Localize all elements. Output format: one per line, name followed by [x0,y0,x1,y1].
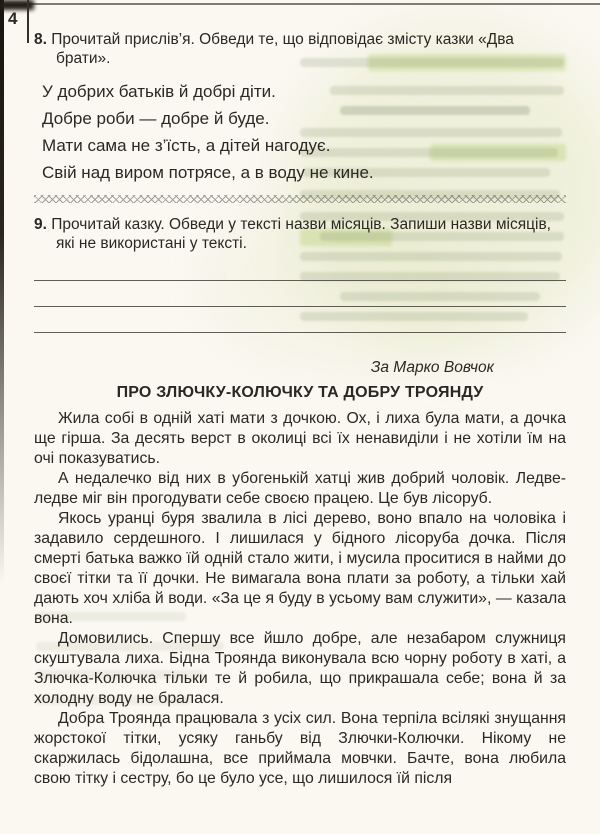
story-paragraph: Домовились. Спершу все йшло добре, але незабаром служниця скуштувала лиха. Бідна Троянда виконувала всю чорну роботу в хаті, а Злючка-Колючка тільки те й робила, що прикрашала себе; вона й за холодну воду не бралася. [34,630,566,707]
proverb-item[interactable]: Мати сама не з’їсть, а дітей нагодує. [42,136,331,155]
answer-lines [34,280,566,333]
proverb-item[interactable]: Свій над виром потрясе, а в воду не кине. [42,163,374,182]
answer-line[interactable] [34,332,566,333]
story-paragraph: А недалечко від них в убогенькій хатці жив добрий чоловік. Ледве-ледве міг він прогодувати себе своєю працею. Це був лісоруб. [34,470,566,507]
story-paragraph: Жила собі в одній хаті мати з дочкою. Ох, і лиха була мати, а дочка ще гірша. За десять верст в околиці всі їх ненавиділи і не хотіли їм на очі показуватись. [34,410,566,467]
exercise-9 [34,215,566,333]
proverb-item[interactable]: У добрих батьків й добрі діти. [42,82,276,101]
story-paragraph: Добра Троянда працювала з усіх сил. Вона терпіла всілякі знущання жорстокої тітки, усяку ганьбу від Злючки-Колючки. Нікому не скаржилась бідолашна, все приймала мовчки. Бачте, вона любила свою тітку і сестру, бо це було усе, що лишилося їй після [34,710,566,787]
story-title: ПРО ЗЛЮЧКУ-КОЛЮЧКУ ТА ДОБРУ ТРОЯНДУ [116,384,484,401]
exercise-9-instruction: 9. Прочитай казку. Обведи у тексті назви місяців. Запиши назви місяців, які не використані у тексті. [34,216,551,252]
proverb-list [34,78,566,186]
story-attribution: За Марко Вовчок [370,359,494,376]
exercise-8-instruction: 8. Прочитай прислів’я. Обведи те, що відповідає змісту казки «Два брати». [34,31,514,67]
proverb-item[interactable]: Добре роби — добре й буде. [42,109,270,128]
story-section [34,358,566,789]
story-text [34,409,566,789]
story-paragraph: Якось уранці буря звалила в лісі дерево, воно впало на чоловіка і задавило сердешного. І лишилася у бідного лісоруба дочка. Після смерті батька важко їй одній стало жити, і мусила проситися в найми до своєї тітки та її дочки. Не вимагала вона плати за роботу, а тільки хай дають хоч хліба й води. «За це я буду в усьому вам служити», — казала вона. [34,510,566,627]
exercise-8-number: 8. [34,31,47,48]
answer-line[interactable] [34,280,566,281]
answer-line[interactable] [34,306,566,307]
exercise-8 [34,30,566,186]
page-number: 4 [6,0,29,43]
exercise-9-number: 9. [34,216,47,233]
zigzag-divider [34,195,566,203]
